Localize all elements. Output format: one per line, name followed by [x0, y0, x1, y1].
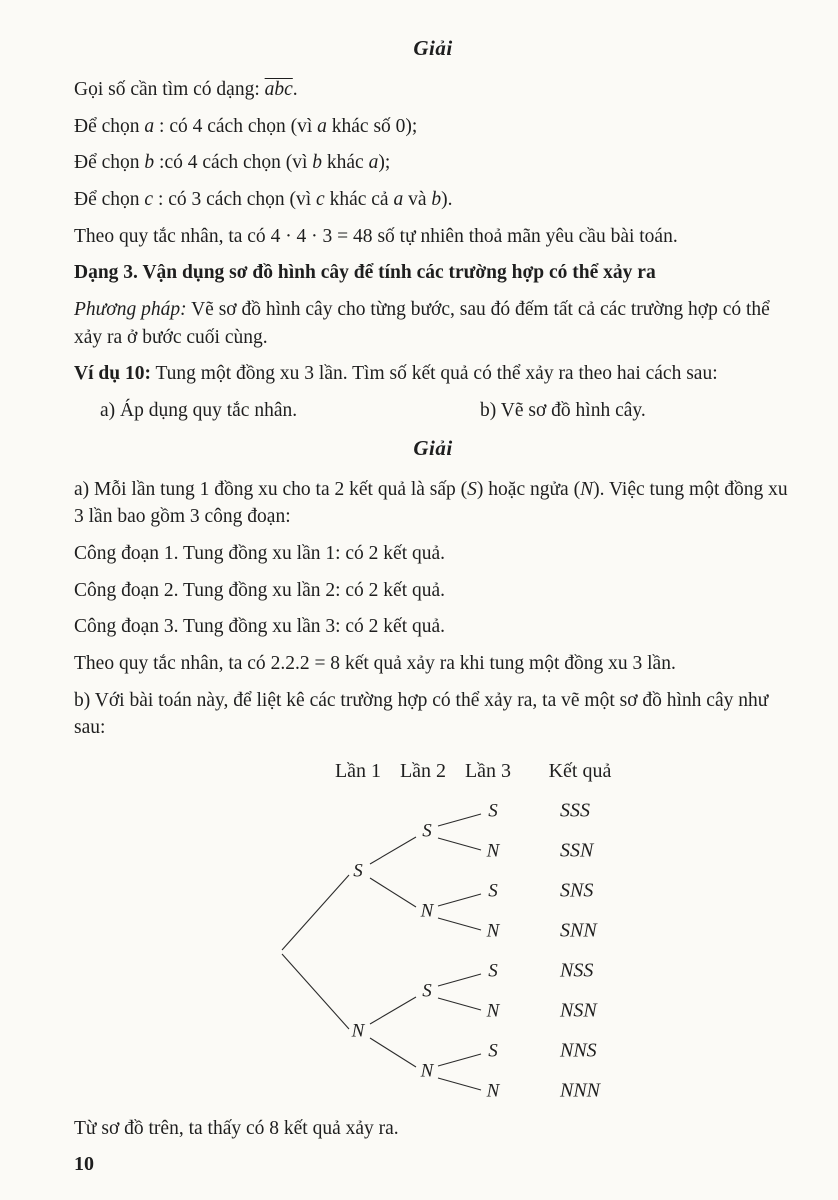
text-segment: số tự nhiên thoả mãn yêu cầu bài toán.: [372, 225, 678, 247]
text-segment: ) hoặc ngửa (: [476, 478, 581, 500]
tree-node-level1: S: [353, 860, 363, 882]
text-segment: .: [292, 78, 298, 100]
paragraph-choose-a: [74, 113, 792, 141]
text-segment: ).: [441, 188, 453, 210]
tree-node-level3: S: [488, 960, 498, 982]
variable-a: a: [368, 152, 379, 174]
method-label: Phương pháp:: [74, 298, 187, 320]
text-segment: Để chọn: [74, 188, 145, 210]
tree-result: SNN: [560, 919, 597, 942]
tree-diagram-container: [74, 751, 792, 1107]
tree-branch: [282, 875, 349, 950]
option-b: b) Vẽ sơ đồ hình cây.: [480, 400, 646, 421]
text-segment: );: [378, 152, 391, 174]
variable-b: b: [431, 188, 442, 210]
example-label: Ví dụ 10:: [74, 363, 151, 385]
tree-result: NSN: [560, 999, 597, 1022]
options-row: [100, 397, 792, 425]
tree-branch: [438, 894, 481, 906]
option-a: a) Áp dụng quy tắc nhân.: [100, 400, 298, 421]
text-segment: Theo quy tắc nhân, ta có: [74, 652, 271, 674]
tree-node-level3: S: [488, 1040, 498, 1062]
math-expression: 4 · 4 · 3 = 48: [270, 225, 373, 247]
tree-header-lan3: Lần 3: [464, 760, 512, 782]
variable-a: a: [144, 115, 155, 137]
variable-c: c: [316, 188, 325, 210]
tree-branch: [370, 878, 416, 907]
paragraph-step-3: Công đoạn 3. Tung đồng xu lần 3: có 2 kết quả.: [74, 616, 446, 638]
tree-node-level2: N: [420, 1060, 434, 1082]
tree-node-level3: N: [486, 920, 500, 942]
tree-node-level3: S: [488, 880, 498, 902]
tree-node-level3: N: [486, 1000, 500, 1022]
tree-result: SNS: [560, 879, 594, 902]
variable-a: a: [317, 115, 327, 137]
text-segment: :có 4 cách chọn (vì: [154, 152, 313, 174]
tree-branch: [438, 1078, 481, 1090]
text-segment: Gọi số cần tìm có dạng:: [74, 78, 265, 100]
tree-branch: [370, 1038, 416, 1067]
tree-node-level3: N: [486, 840, 500, 862]
text-segment: : có 4 cách chọn (vì: [154, 115, 318, 137]
variable-s: S: [467, 478, 477, 500]
text-segment: khác số 0);: [326, 115, 418, 137]
tree-result: NNN: [560, 1079, 601, 1102]
tree-header-lan1: Lần 1: [334, 760, 382, 782]
variable-c: c: [144, 188, 154, 210]
text-segment: khác cả: [324, 188, 394, 210]
variable-b: b: [144, 152, 155, 174]
tree-branch: [438, 998, 481, 1010]
text-segment: a) Mỗi lần tung 1 đồng xu cho ta 2 kết quả là sấp (: [74, 478, 468, 500]
text-segment: Theo quy tắc nhân, ta có: [74, 225, 271, 247]
paragraph-conclusion: Từ sơ đồ trên, ta thấy có 8 kết quả xảy ra.: [74, 1118, 399, 1139]
paragraph-part-a: [74, 476, 792, 531]
tree-branch: [438, 918, 481, 930]
tree-branch: [370, 997, 416, 1024]
tree-node-level3: N: [486, 1080, 500, 1102]
tree-node-level2: N: [420, 900, 434, 922]
paragraph-step-1: Công đoạn 1. Tung đồng xu lần 1: có 2 kết quả.: [74, 542, 446, 564]
text-segment: và: [403, 188, 432, 210]
tree-branch: [438, 838, 481, 850]
page-number: 10: [74, 1153, 94, 1175]
tree-header-ketqua: Kết quả: [548, 760, 612, 782]
text-segment: khác: [322, 152, 369, 174]
text-segment: Để chọn: [74, 152, 145, 174]
paragraph-choose-b: [74, 149, 792, 177]
paragraph-step-2: Công đoạn 2. Tung đồng xu lần 2: có 2 kết quả.: [74, 579, 446, 601]
math-expression: 2.2.2 = 8: [270, 652, 341, 674]
section-heading-dang-3: Dạng 3. Vận dụng sơ đồ hình cây để tính các trường hợp có thể xảy ra: [74, 262, 656, 284]
tree-node-level3: S: [488, 800, 498, 822]
tree-result: NSS: [560, 959, 594, 982]
paragraph-method: [74, 296, 792, 351]
tree-node-level2: S: [422, 980, 432, 1002]
tree-node-level1: N: [351, 1020, 365, 1042]
tree-result: SSS: [560, 799, 590, 822]
paragraph-find-number: [74, 76, 792, 104]
tree-branch: [282, 954, 349, 1029]
tree-branch: [370, 837, 416, 864]
paragraph-example-10: [74, 360, 792, 388]
tree-diagram: [250, 751, 680, 1107]
variable-b: b: [312, 152, 323, 174]
text-segment: Tung một đồng xu 3 lần. Tìm số kết quả có thể xảy ra theo hai cách sau:: [150, 363, 718, 385]
text-segment: Vẽ sơ đồ hình cây cho từng bước, sau đó đếm tất cả các trường hợp có thể xảy ra ở bước cuối cùng.: [74, 298, 770, 348]
paragraph-choose-c: [74, 186, 792, 214]
solution-heading-1: Giải: [413, 36, 453, 60]
tree-node-level2: S: [422, 820, 432, 842]
paragraph-multiplication-rule-2: [74, 650, 792, 678]
text-segment: ). Việc tung một đồng xu 3 lần bao gồm 3 công đoạn:: [74, 478, 788, 528]
tree-branch: [438, 974, 481, 986]
text-segment: : có 3 cách chọn (vì: [153, 188, 317, 210]
tree-result: NNS: [560, 1039, 597, 1062]
variable-a: a: [393, 188, 404, 210]
solution-heading-2: Giải: [413, 435, 453, 460]
paragraph-multiplication-rule-1: [74, 223, 792, 251]
text-segment: kết quả xảy ra khi tung một đồng xu 3 lần.: [340, 652, 676, 674]
tree-result: SSN: [560, 839, 594, 862]
variable-n: N: [580, 478, 594, 500]
tree-branch: [438, 1054, 481, 1066]
tree-header-lan2: Lần 2: [399, 760, 447, 782]
text-segment: Để chọn: [74, 115, 145, 137]
abc-overline: $\overline{abc}$: [264, 78, 293, 100]
paragraph-part-b: b) Với bài toán này, để liệt kê các trường hợp có thể xảy ra, ta vẽ một sơ đồ hình cây như sau:: [74, 689, 769, 739]
tree-branch: [438, 814, 481, 826]
